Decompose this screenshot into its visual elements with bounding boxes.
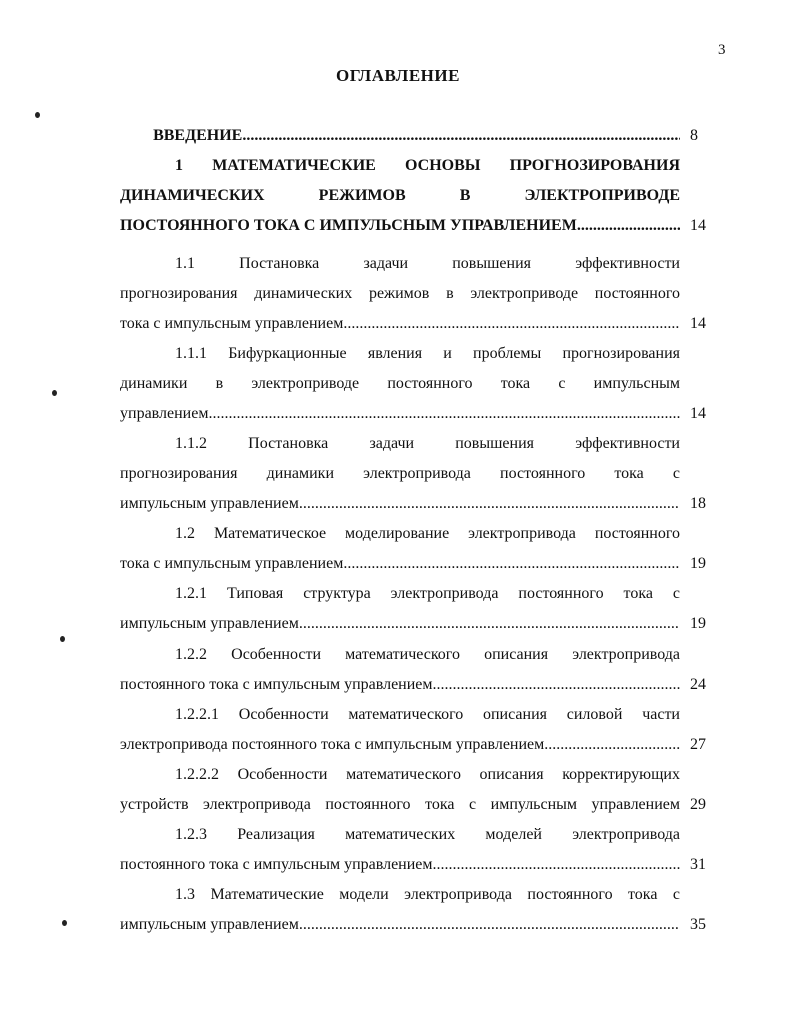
page-number: 3 xyxy=(718,42,726,58)
toc-entry-chapter-1[interactable] xyxy=(120,151,680,241)
entry-page: 24 xyxy=(690,676,706,693)
entry-line: динамики в электроприводе постоянного тока с импульсным xyxy=(120,375,680,392)
entry-line: 1.2.2 Особенности математического описания электропривода xyxy=(175,646,680,663)
entry-page: 8 xyxy=(690,127,698,144)
scan-speck xyxy=(35,112,40,118)
toc-entry-1-2-1[interactable] xyxy=(120,579,680,639)
toc-entry-introduction[interactable] xyxy=(120,121,680,151)
entry-line: управлением xyxy=(120,405,209,422)
scan-speck xyxy=(62,920,67,926)
entry-line: постоянного тока с импульсным управлением xyxy=(120,676,433,693)
entry-page: 14 xyxy=(690,217,706,234)
entry-line: устройств электропривода постоянного тока с импульсным управлением xyxy=(120,796,680,813)
entry-page: 35 xyxy=(690,916,706,933)
entry-line: 1.2.2.2 Особенности математического описания корректирующих xyxy=(175,766,680,783)
entry-page: 19 xyxy=(690,615,706,632)
entry-line: электропривода постоянного тока с импульсным управлением xyxy=(120,736,545,753)
entry-line: 1.3 Математические модели электропривода постоянного тока с xyxy=(175,886,680,903)
entry-line: тока с импульсным управлением xyxy=(120,315,344,332)
entry-line: тока с импульсным управлением xyxy=(120,555,344,572)
entry-line: ВВЕДЕНИЕ xyxy=(153,127,243,144)
toc-entry-1-2-2[interactable] xyxy=(120,640,680,700)
toc-entry-1-2-2-1[interactable] xyxy=(120,700,680,760)
entry-line: импульсным управлением xyxy=(120,916,299,933)
toc-entry-1-2-2-2[interactable] xyxy=(120,760,680,820)
toc-entry-1-1-1[interactable] xyxy=(120,339,680,429)
scan-speck xyxy=(52,390,57,396)
entry-line: постоянного тока с импульсным управлением xyxy=(120,856,433,873)
toc-entry-1-2-3[interactable] xyxy=(120,820,680,880)
toc-entry-1-1[interactable] xyxy=(120,249,680,339)
entry-line: 1 МАТЕМАТИЧЕСКИЕ ОСНОВЫ ПРОГНОЗИРОВАНИЯ xyxy=(175,157,680,174)
entry-page: 27 xyxy=(690,736,706,753)
entry-page: 18 xyxy=(690,495,706,512)
entry-page: 29 xyxy=(690,796,706,813)
toc-title: ОГЛАВЛЕНИЕ xyxy=(336,66,460,85)
entry-line: ПОСТОЯННОГО ТОКА С ИМПУЛЬСНЫМ УПРАВЛЕНИЕМ xyxy=(120,217,577,234)
entry-page: 31 xyxy=(690,856,706,873)
entry-line: импульсным управлением xyxy=(120,495,299,512)
entry-line: прогнозирования динамических режимов в электроприводе постоянного xyxy=(120,285,680,302)
entry-line: 1.1.2 Постановка задачи повышения эффективности xyxy=(175,435,680,452)
toc-entry-1-3[interactable] xyxy=(120,880,680,940)
toc-entry-1-1-2[interactable] xyxy=(120,429,680,519)
entry-line: 1.1.1 Бифуркационные явления и проблемы прогнозирования xyxy=(175,345,680,362)
entry-line: 1.2.3 Реализация математических моделей электропривода xyxy=(175,826,680,843)
entry-line: прогнозирования динамики электропривода постоянного тока с xyxy=(120,465,680,482)
entry-line: ДИНАМИЧЕСКИХ РЕЖИМОВ В ЭЛЕКТРОПРИВОДЕ xyxy=(120,187,680,204)
entry-line: 1.2.2.1 Особенности математического описания силовой части xyxy=(175,706,680,723)
entry-line: 1.2 Математическое моделирование электропривода постоянного xyxy=(175,525,680,542)
toc-entry-1-2[interactable] xyxy=(120,519,680,579)
entry-line: 1.2.1 Типовая структура электропривода постоянного тока с xyxy=(175,585,680,602)
entry-page: 14 xyxy=(690,405,706,422)
entry-page: 19 xyxy=(690,555,706,572)
entry-line: 1.1 Постановка задачи повышения эффективности xyxy=(175,255,680,272)
entry-page: 14 xyxy=(690,315,706,332)
entry-line: импульсным управлением xyxy=(120,615,299,632)
scan-speck xyxy=(60,636,65,642)
